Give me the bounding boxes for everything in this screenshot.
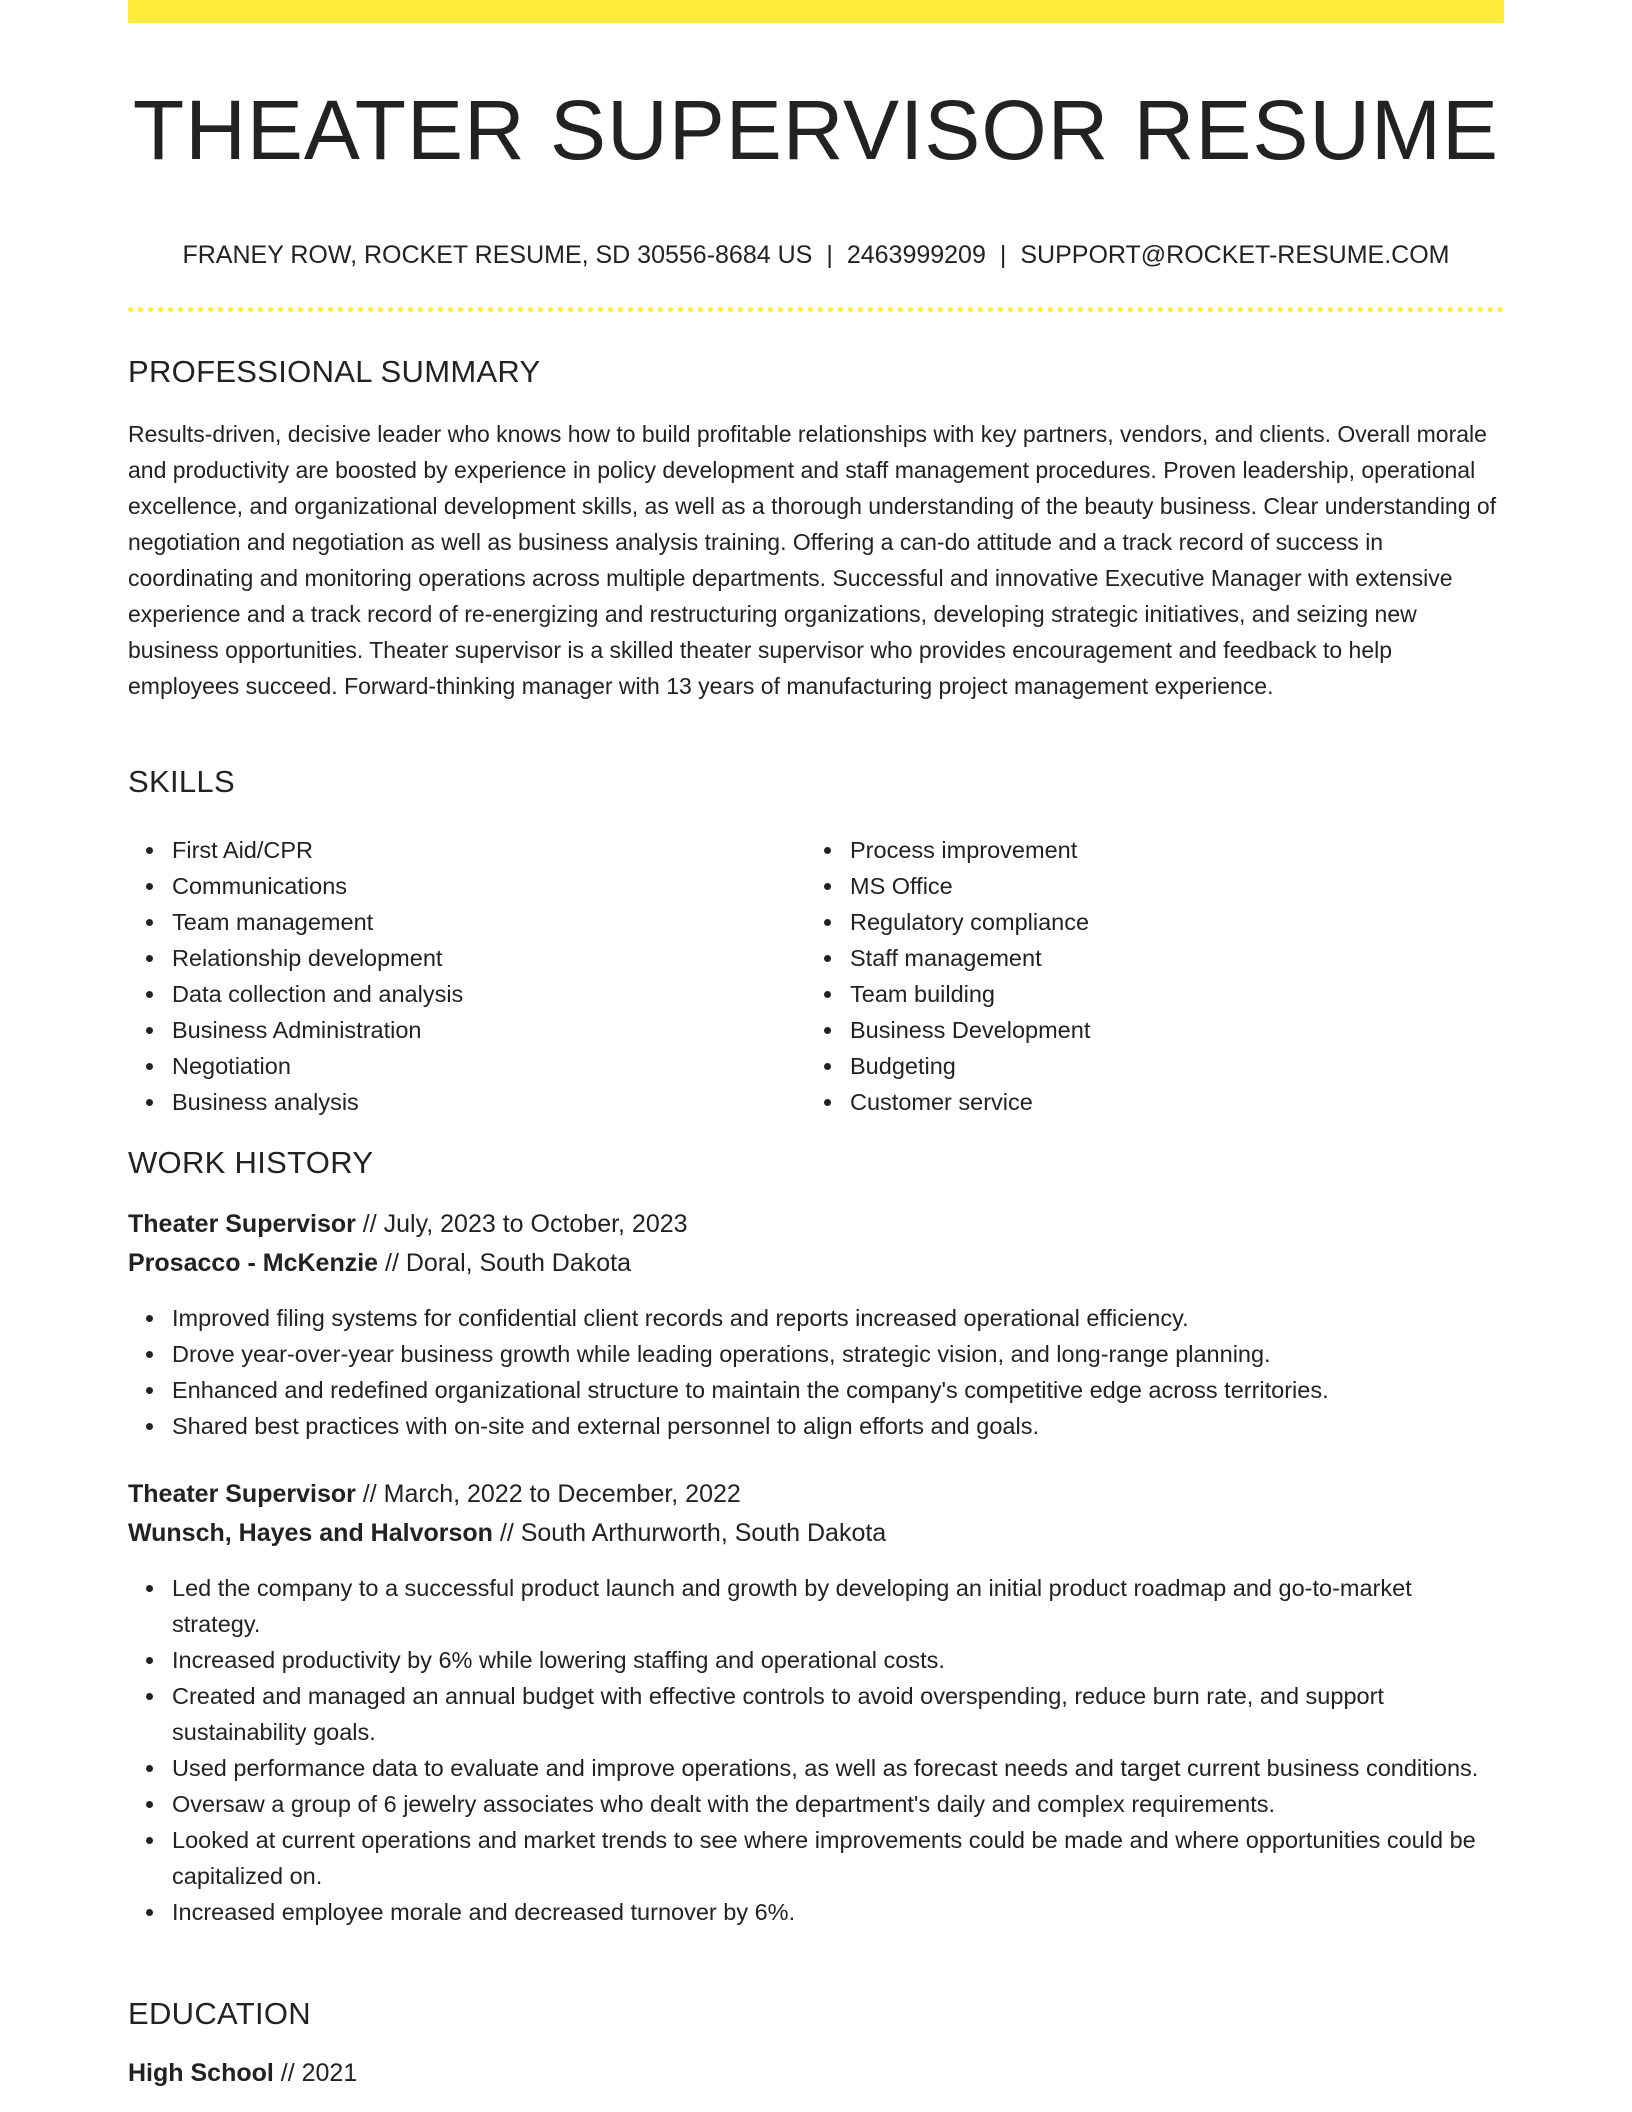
skill-item: First Aid/CPR [128, 832, 806, 868]
job-bullet: Improved filing systems for confidential client records and reports increased operational efficiency. [128, 1300, 1504, 1336]
contact-separator: | [826, 241, 833, 269]
skill-item: Relationship development [128, 940, 806, 976]
job-role: Theater Supervisor [128, 1480, 356, 1508]
skills-column-right [806, 832, 1484, 1120]
job-location: // South Arthurworth, South Dakota [492, 1519, 887, 1547]
job-location: // Doral, South Dakota [378, 1249, 631, 1277]
skill-item: Process improvement [806, 832, 1484, 868]
job-bullet: Drove year-over-year business growth while leading operations, strategic vision, and long-range planning. [128, 1336, 1504, 1372]
skills-column-left [128, 832, 806, 1120]
contact-separator: | [999, 241, 1007, 269]
job-company: Wunsch, Hayes and Halvorson [128, 1519, 493, 1547]
skill-item: Team management [128, 904, 806, 940]
education-year: // 2021 [273, 2059, 358, 2087]
section-title-work-history: WORK HISTORY [128, 1145, 374, 1180]
job-company-line [128, 1515, 886, 1551]
skills-list [128, 832, 1504, 1120]
contact-email: SUPPORT@ROCKET-RESUME.COM [1020, 241, 1450, 269]
job-bullet: Led the company to a successful product launch and growth by developing an initial product roadmap and go-to-market strategy. [128, 1570, 1504, 1642]
job-bullet: Oversaw a group of 6 jewelry associates who dealt with the department's daily and complex requirements. [128, 1786, 1504, 1822]
job-title-line [128, 1206, 688, 1242]
dotted-divider [128, 307, 1504, 312]
job-title-line [128, 1476, 741, 1512]
skill-item: Regulatory compliance [806, 904, 1484, 940]
job-bullet: Shared best practices with on-site and external personnel to align efforts and goals. [128, 1408, 1504, 1444]
job-bullet: Enhanced and redefined organizational structure to maintain the company's competitive edge across territories. [128, 1372, 1504, 1408]
section-title-skills: SKILLS [128, 764, 235, 799]
job-company: Prosacco - McKenzie [128, 1249, 379, 1277]
skill-item: Business analysis [128, 1084, 806, 1120]
skill-item: Business Administration [128, 1012, 806, 1048]
job-dates: // March, 2022 to December, 2022 [355, 1480, 741, 1508]
section-title-education: EDUCATION [128, 1996, 311, 2031]
section-title-summary: PROFESSIONAL SUMMARY [128, 354, 541, 389]
skill-item: Negotiation [128, 1048, 806, 1084]
job-dates: // July, 2023 to October, 2023 [355, 1210, 688, 1238]
job-bullets [128, 1300, 1504, 1444]
education-line [128, 2055, 357, 2091]
job-bullets [128, 1570, 1504, 1930]
job-bullet: Used performance data to evaluate and improve operations, as well as forecast needs and target current business conditions. [128, 1750, 1504, 1786]
job-company-line [128, 1245, 631, 1281]
skill-item: Budgeting [806, 1048, 1484, 1084]
summary-text: Results-driven, decisive leader who knows how to build profitable relationships with key partners, vendors, and clients. Overall morale and productivity are boosted by experience in policy development and staff management procedures. Proven leadership, operational excellence, and organizational development skills, as well as a thorough understanding of the beauty business. Clear understanding of negotiation and negotiation as well as business analysis training. Offering a can-do attitude and a track record of success in coordinating and monitoring operations across multiple departments. Successful and innovative Executive Manager with extensive experience and a track record of re-energizing and restructuring organizations, developing strategic initiatives, and seizing new business opportunities. Theater supervisor is a skilled theater supervisor who provides encouragement and feedback to help employees succeed. Forward-thinking manager with 13 years of manufacturing project management experience. [128, 421, 1497, 699]
job-bullet: Increased employee morale and decreased turnover by 6%. [128, 1894, 1504, 1930]
job-bullet: Increased productivity by 6% while lowering staffing and operational costs. [128, 1642, 1504, 1678]
skill-item: Staff management [806, 940, 1484, 976]
skill-item: Customer service [806, 1084, 1484, 1120]
job-bullet: Looked at current operations and market trends to see where improvements could be made and where opportunities could be capitalized on. [128, 1822, 1504, 1894]
skill-item: Communications [128, 868, 806, 904]
job-role: Theater Supervisor [128, 1210, 356, 1238]
contact-line [128, 238, 1504, 272]
contact-phone: 2463999209 [846, 241, 986, 269]
top-accent-bar [128, 0, 1504, 23]
education-degree: High School [128, 2059, 274, 2087]
resume-title: THEATER SUPERVISOR RESUME [132, 83, 1500, 177]
job-bullet: Created and managed an annual budget with effective controls to avoid overspending, reduce burn rate, and support sustainability goals. [128, 1678, 1504, 1750]
contact-address: FRANEY ROW, ROCKET RESUME, SD 30556-8684 US [182, 241, 813, 269]
skill-item: Business Development [806, 1012, 1484, 1048]
skill-item: MS Office [806, 868, 1484, 904]
skill-item: Data collection and analysis [128, 976, 806, 1012]
skill-item: Team building [806, 976, 1484, 1012]
